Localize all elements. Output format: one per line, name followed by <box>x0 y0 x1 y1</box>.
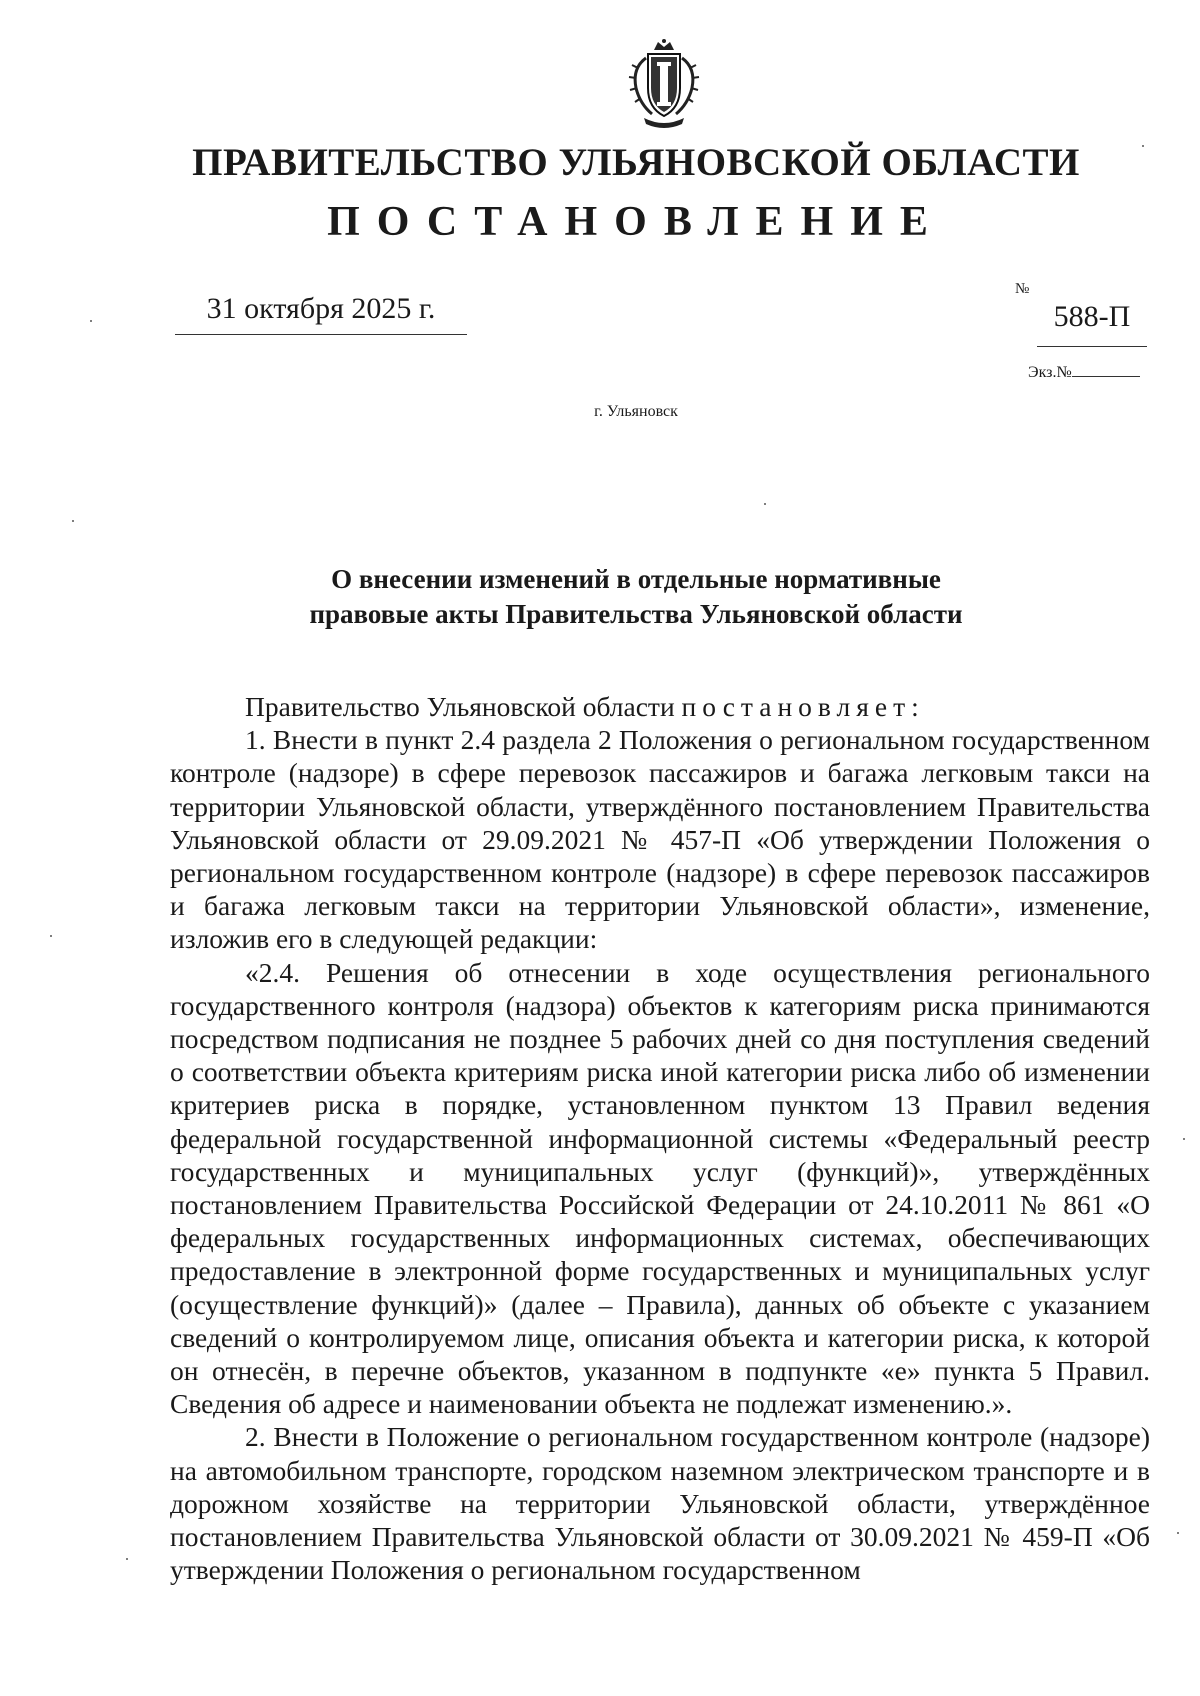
paragraph-1: 1. Внести в пункт 2.4 раздела 2 Положения о региональном государственном контроле (надзоре) в сфере перевозок пассажиров и багажа легковым такси на территории Ульяновской области, утверждённого постановлением Правительства Ульяновской области от 29.09.2021 № 457-П «Об утверждении Положения о региональном государственном контроле (надзоре) в сфере перевозок пассажиров и багажа легковым такси на территории Ульяновской области», изменение, изложив его в следующей редакции: <box>170 724 1150 955</box>
government-title: ПРАВИТЕЛЬСТВО УЛЬЯНОВСКОЙ ОБЛАСТИ <box>192 141 1080 184</box>
coat-of-arms-icon <box>622 38 706 130</box>
copy-number-blank <box>1072 364 1140 377</box>
scan-speck <box>72 520 74 522</box>
subject-line: правовые акты Правительства Ульяновской области <box>309 599 963 629</box>
document-number: 588-П <box>1037 300 1147 347</box>
document-body <box>170 690 1150 1586</box>
subject-line: О внесении изменений в отдельные нормативные <box>331 564 941 594</box>
intro-resolves: постановляет: <box>681 691 925 722</box>
document-type: ПОСТАНОВЛЕНИЕ <box>327 199 945 245</box>
paragraph-3: 2. Внести в Положение о региональном государственном контроле (надзоре) на автомобильном транспорте, городском наземном электрическом транспорте и в дорожном хозяйстве на территории Ульяновской области, утверждённое постановлением Правительства Ульяновской области от 30.09.2021 № 459-П «Об утверждении Положения о региональном государственном <box>170 1421 1150 1586</box>
scan-speck <box>1177 1532 1179 1534</box>
city: г. Ульяновск <box>594 403 678 420</box>
number-sign: № <box>1015 281 1030 297</box>
scan-speck <box>126 1558 128 1560</box>
document-date: 31 октября 2025 г. <box>175 292 467 335</box>
document-subject <box>0 562 1200 632</box>
scan-speck <box>764 503 766 505</box>
scan-speck <box>1183 1138 1185 1140</box>
scan-speck <box>1142 145 1144 147</box>
scan-speck <box>90 320 92 322</box>
intro-text: Правительство Ульяновской области <box>245 691 682 722</box>
copy-number-label: Экз.№ <box>1028 364 1072 381</box>
intro-paragraph <box>170 690 1150 723</box>
scan-speck <box>50 935 52 937</box>
copy-number-field <box>1028 364 1140 382</box>
paragraph-2: «2.4. Решения об отнесении в ходе осуществления регионального государственного контроля (надзора) объектов к категориям риска принимаются посредством подписания не позднее 5 рабочих дней со дня поступления сведений о соответствии объекта критериям риска иной категории риска либо об изменении критериев риска в порядке, установленном пунктом 13 Правил ведения федеральной государственной информационной системы «Федеральный реестр государственных и муниципальных услуг (функций)», утверждённых постановлением Правительства Российской Федерации от 24.10.2011 № 861 «О федеральных государственных информационных системах, обеспечивающих предоставление в электронной форме государственных и муниципальных услуг (осуществление функций)» (далее – Правила), данных об объекте с указанием сведений о контролируемом лице, описания объекта и категории риска, к которой он отнесён, в перечне объектов, указанном в подпункте «е» пункта 5 Правил. Сведения об адресе и наименовании объекта не подлежат изменению.». <box>170 956 1150 1420</box>
